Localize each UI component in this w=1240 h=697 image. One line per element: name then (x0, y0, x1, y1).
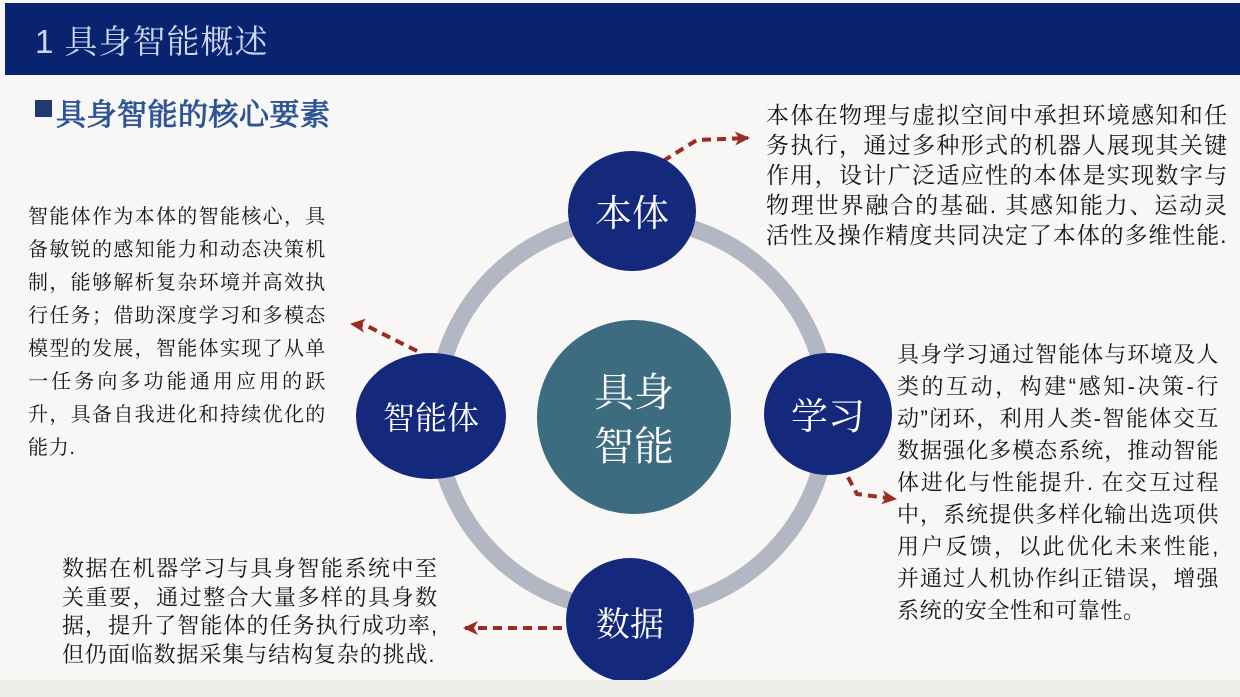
node-label-body: 本体 (595, 192, 669, 234)
paragraph-learning: 具身学习通过智能体与环境及人类的互动，构建“感知-决策-行动”闭环，利用人类-智能体交互数据强化多模态系统，推动智能体进化与性能提升. 在交互过程中，系统提供多样化输出选项供用户反馈，以此优化未来性能, 并通过人机协作纠正错误，增强系统的安全性和可靠性。 (897, 342, 1219, 623)
paragraph-agent: 智能体作为本体的智能核心，具备敏锐的感知能力和动态决策机制，能够解析复杂环境并高效执行任务；借助深度学习和多模态模型的发展，智能体实现了从单一任务向多功能通用应用的跃升，具备自我进化和持续优化的能力. (28, 206, 326, 459)
node-label-data: 数据 (596, 605, 664, 644)
slide-title: 1 具身智能概述 (35, 22, 269, 60)
footer-strip (0, 680, 1240, 697)
arrow-agent-callout (352, 324, 417, 351)
node-label-learning: 学习 (791, 395, 865, 437)
hub-label-line1: 具身 (594, 371, 674, 415)
hub-circle (537, 320, 731, 514)
section-title: 具身智能的核心要素 (56, 99, 331, 132)
hub-label-line2: 智能 (594, 425, 674, 469)
paragraph-data: 数据在机器学习与具身智能系统中至关重要，通过整合大量多样的具身数据，提升了智能体的任务执行成功率, 但仍面临数据采集与结构复杂的挑战. (62, 556, 438, 667)
paragraph-body: 本体在物理与虚拟空间中承担环境感知和任务执行，通过多种形式的机器人展现其关键作用，设计广泛适应性的本体是实现数字与物理世界融合的基础. 其感知能力、运动灵活性及操作精度共同决定了本体的多维性能. (766, 102, 1228, 248)
arrow-body-callout (663, 138, 748, 161)
node-label-agent: 智能体 (382, 400, 480, 437)
